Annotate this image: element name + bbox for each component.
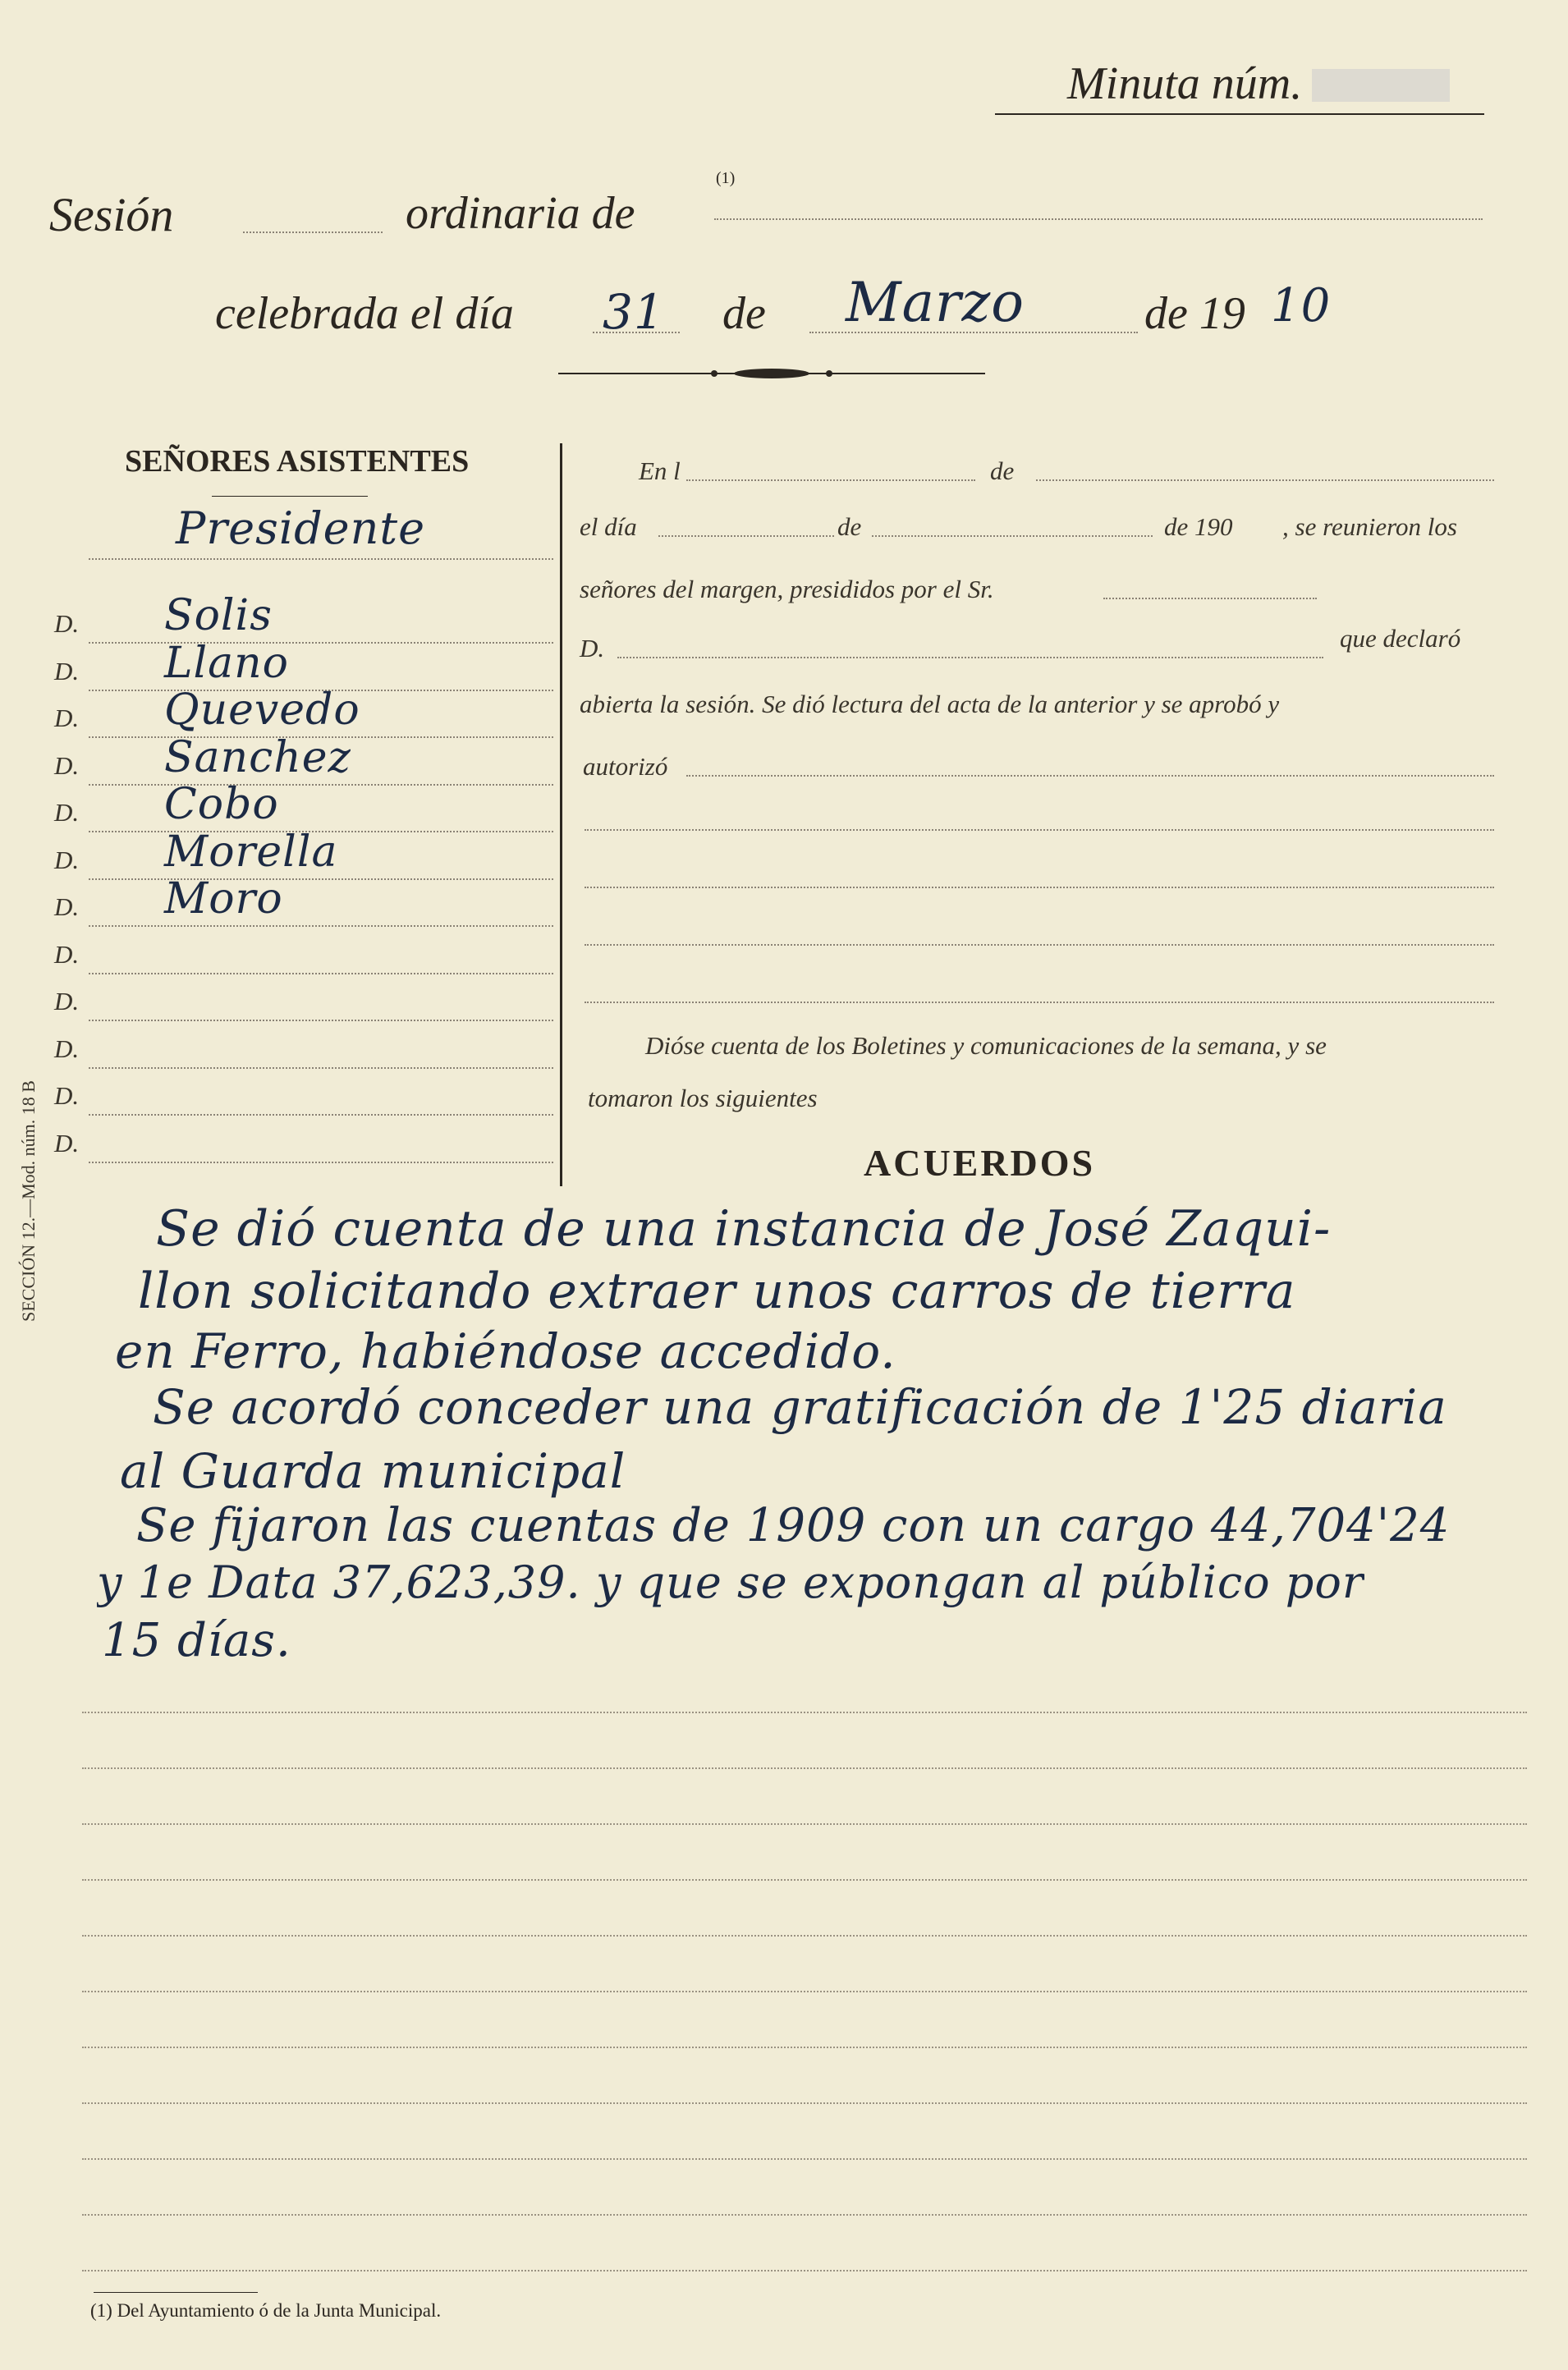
attendee-d-label: D.	[54, 704, 80, 732]
attendee-d-label: D.	[54, 1128, 80, 1157]
attendee-d-label: D.	[54, 609, 80, 638]
form-line2-c: de 190	[1164, 512, 1233, 541]
boletines-line2: tomaron los siguientes	[588, 1084, 818, 1112]
minute-line: en Ferro, habiéndose accedido.	[115, 1323, 896, 1379]
attendee-name: Llano	[164, 638, 289, 688]
attendee-d-label: D.	[54, 750, 80, 780]
handwritten-year-suffix: 10	[1271, 279, 1332, 332]
minuta-rule	[995, 113, 1484, 115]
minute-line: Se dió cuenta de una instancia de José Zaqui-	[156, 1200, 1332, 1258]
attendee-d-label: D.	[54, 798, 80, 827]
section-side-label: SECCIÓN 12.—Mod. núm. 18 B	[18, 1080, 39, 1322]
attendee-name: Morella	[164, 827, 338, 877]
minute-line: Se acordó conceder una gratificación de 1'25 diaria	[153, 1379, 1447, 1435]
attendee-d-label: D.	[54, 656, 80, 685]
session-type: ordinaria de	[406, 188, 635, 239]
minute-line: llon solicitando extraer unos carros de tierra	[138, 1263, 1296, 1320]
attendee-name: Cobo	[164, 780, 279, 829]
attendee-name: Solis	[164, 591, 273, 640]
minute-line: y 1e Data 37,623,39. y que se expongan al público por	[97, 1556, 1364, 1608]
handwritten-day: 31	[603, 284, 665, 340]
minute-line: al Guarda municipal	[120, 1443, 626, 1499]
de-word: de	[722, 288, 766, 339]
attendee-d-label: D.	[54, 845, 80, 874]
attendee-d-label: D.	[54, 892, 80, 921]
attendee-name: Sanchez	[164, 732, 351, 782]
form-line3: señores del margen, presididos por el Sr.	[580, 575, 994, 603]
form-line6: autorizó	[583, 752, 668, 781]
form-line1-a: En l	[639, 456, 681, 485]
attendee-d-label: D.	[54, 1034, 80, 1063]
attendee-d-label: D.	[54, 987, 80, 1015]
form-line1-b: de	[990, 456, 1015, 485]
form-line4-a: D.	[580, 634, 605, 662]
footnote-marker: (1)	[716, 169, 736, 187]
attendees-heading: SEÑORES ASISTENTES	[125, 444, 470, 479]
celebrated-prefix: celebrada el día	[215, 288, 514, 339]
minute-line: 15 días.	[102, 1614, 291, 1667]
attendee-name: Quevedo	[164, 685, 360, 735]
attendee-d-label: D.	[54, 939, 80, 969]
minute-line: Se fijaron las cuentas de 1909 con un cargo 44,704'24	[136, 1499, 1451, 1552]
footnote-text: (1) Del Ayuntamiento ó de la Junta Municipal.	[90, 2300, 442, 2321]
boletines-line1: Dióse cuenta de los Boletines y comunicaciones de la semana, y se	[645, 1031, 1327, 1060]
attendee-name: Moro	[164, 874, 283, 924]
attendee-d-label: D.	[54, 1081, 80, 1110]
ornament-divider	[558, 361, 985, 386]
president-label: Presidente	[176, 502, 426, 554]
session-word: Sesión	[49, 188, 174, 241]
handwritten-month: Marzo	[846, 271, 1025, 334]
form-line2-d: , se reunieron los	[1282, 512, 1457, 541]
form-line2-a: el día	[580, 512, 637, 541]
minuta-label: Minuta núm.	[1067, 58, 1303, 109]
column-divider	[560, 443, 562, 1186]
year-prefix: de 19	[1144, 288, 1245, 339]
acuerdos-title: ACUERDOS	[864, 1142, 1096, 1184]
redacted-stamp	[1312, 69, 1450, 102]
form-line5: abierta la sesión. Se dió lectura del acta de la anterior y se aprobó y	[580, 690, 1280, 718]
form-line2-b: de	[837, 512, 862, 541]
form-line4-b: que declaró	[1340, 624, 1461, 653]
